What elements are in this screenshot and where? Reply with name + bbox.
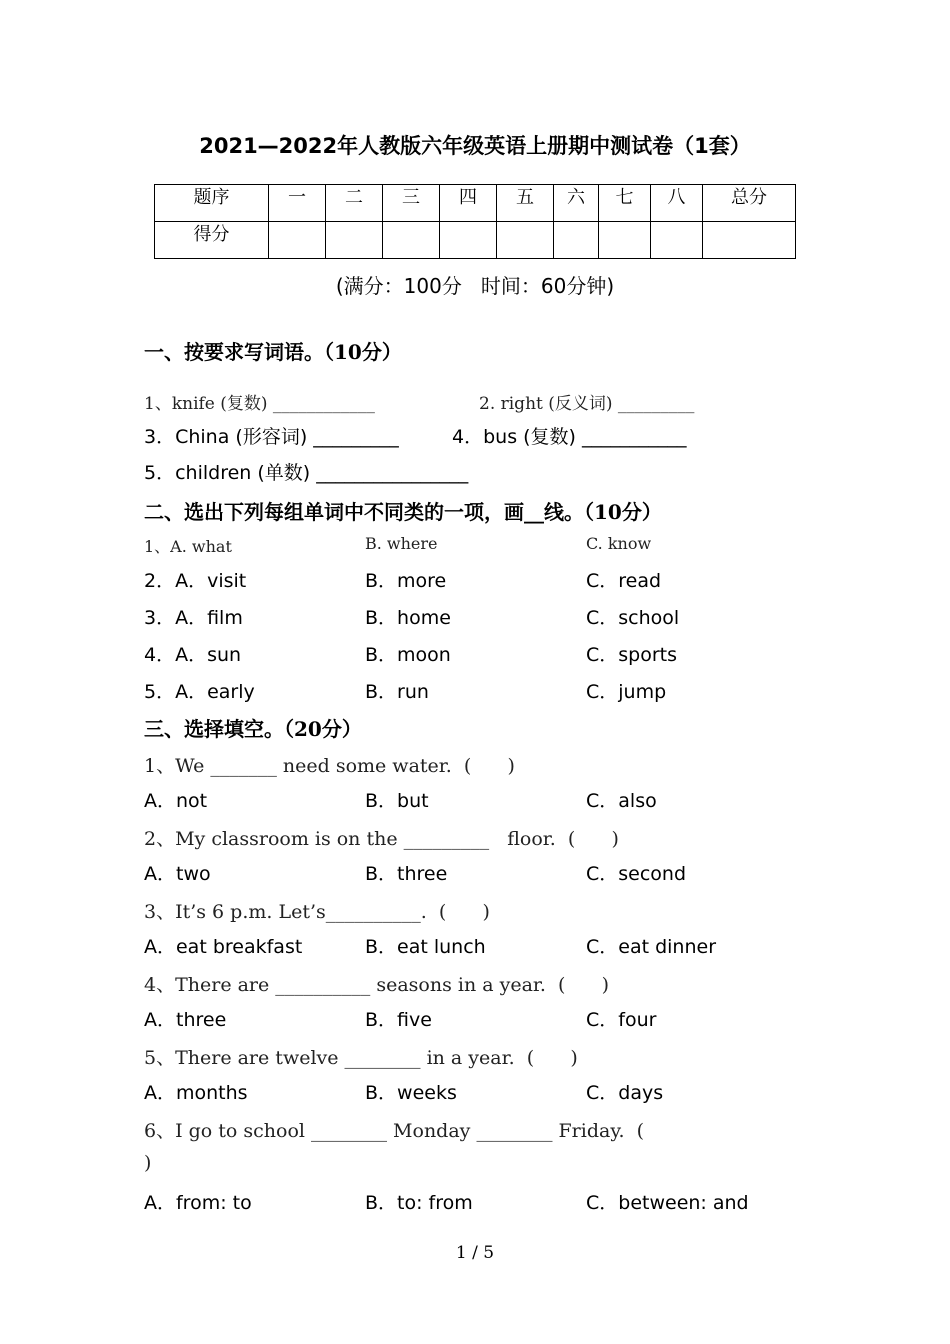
section2-q2-option-b: B．more [365,570,447,592]
section3-q3-option-b: B．eat lunch [365,936,486,958]
score-table [154,184,796,259]
section3-q2-option-b: B．three [365,863,448,885]
section2-q1-option-b: B. where [365,534,438,553]
section3-q1-option-b: B．but [365,790,429,812]
section3-q5-option-c: C．days [586,1082,664,1104]
section1-heading: 一、按要求写词语。（10分） [144,340,402,364]
section3-q4-option-a: A．three [144,1009,227,1031]
section2-q4-option-a: 4．A．sun [144,644,242,666]
section3-q6-option-c: C．between: and [586,1192,749,1214]
section3-q6: 6、I go to school ________ Monday ________ Friday. ( [144,1120,645,1142]
score-table-row-label: 得分 [155,222,269,259]
section1-q4: 4．bus (复数) ___________ [452,426,687,448]
score-cell[interactable] [599,222,651,259]
section2-q5-option-c: C．jump [586,681,667,703]
section3-q4: 4、There are __________ seasons in a year. ( ) [144,974,610,996]
score-table-header-cell: 四 [440,185,497,222]
section3-q6-option-b: B．to: from [365,1192,473,1214]
section3-q1: 1、We _______ need some water. ( ) [144,755,515,777]
score-table-header-cell: 八 [651,185,703,222]
score-cell[interactable] [703,222,796,259]
section1-q1: 1、knife (复数) ____________ [144,394,375,414]
score-table-header-cell: 五 [497,185,554,222]
score-cell[interactable] [440,222,497,259]
score-table-header-cell: 二 [326,185,383,222]
score-cell[interactable] [497,222,554,259]
score-table-header-cell: 总分 [703,185,796,222]
section3-q4-option-c: C．four [586,1009,657,1031]
section3-q5-option-b: B．weeks [365,1082,457,1104]
score-table-header-cell: 七 [599,185,651,222]
section2-q4-option-b: B．moon [365,644,451,666]
page-title: 2021—2022年人教版六年级英语上册期中测试卷（1套） [199,134,751,158]
score-cell[interactable] [269,222,326,259]
section2-q3-option-b: B．home [365,607,451,629]
section3-q5: 5、There are twelve ________ in a year. ( ) [144,1047,578,1069]
section3-q1-option-c: C．also [586,790,657,812]
section2-q2-option-c: C．read [586,570,662,592]
section2-q2-option-a: 2．A．visit [144,570,247,592]
full-score-time: (满分：100分 时间：60分钟) [335,274,615,298]
score-cell[interactable] [326,222,383,259]
section2-q1-option-a: 1、A. what [144,537,232,556]
score-table-header-cell: 题序 [155,185,269,222]
section3-q2: 2、My classroom is on the _________ floor. ( ) [144,828,619,850]
section3-q6-option-a: A．from: to [144,1192,252,1214]
score-table-header-cell: 六 [554,185,599,222]
section2-q1-option-c: C. know [586,534,652,553]
section3-q3: 3、It’s 6 p.m. Let’s__________. ( ) [144,901,490,923]
section1-q5: 5．children (单数) ________________ [144,462,469,484]
section2-q5-option-b: B．run [365,681,429,703]
section2-q4-option-c: C．sports [586,644,678,666]
score-table-score-row [155,222,796,259]
score-table-header-cell: 一 [269,185,326,222]
score-table-header-row [155,185,796,222]
section3-q2-option-a: A．two [144,863,211,885]
score-cell[interactable] [554,222,599,259]
section3-heading: 三、选择填空。（20分） [144,717,362,741]
section3-q1-option-a: A．not [144,790,208,812]
section3-q4-option-b: B．five [365,1009,432,1031]
section2-heading: 二、选出下列每组单词中不同类的一项，画__线。（10分） [144,500,662,524]
score-table-header-cell: 三 [383,185,440,222]
score-cell[interactable] [651,222,703,259]
section2-q3-option-a: 3．A．film [144,607,243,629]
section3-q5-option-a: A．months [144,1082,248,1104]
score-cell[interactable] [383,222,440,259]
page-number: 1 / 5 [455,1243,495,1263]
section3-q3-option-a: A．eat breakfast [144,936,303,958]
section1-q2: 2. right (反义词) _________ [479,394,695,414]
section3-q3-option-c: C．eat dinner [586,936,717,958]
section1-q3: 3．China (形容词) _________ [144,426,399,448]
section3-q6-paren-close: ) [144,1152,152,1174]
section2-q3-option-c: C．school [586,607,680,629]
section3-q2-option-c: C．second [586,863,687,885]
section2-q5-option-a: 5．A．early [144,681,255,703]
